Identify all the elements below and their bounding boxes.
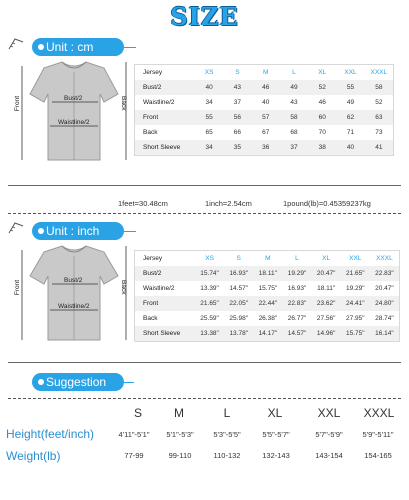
pill-dot <box>38 379 44 385</box>
table-header-cell: M <box>265 255 271 262</box>
table-cell: 52 <box>375 99 383 106</box>
table-row <box>135 80 393 95</box>
front-label: Front <box>14 280 21 296</box>
table-cell: Front <box>143 300 159 307</box>
table-cell: Back <box>143 129 158 136</box>
section-divider <box>8 362 401 363</box>
table-cell: 14.96" <box>316 330 336 337</box>
height-value: 5'5"-5'7" <box>262 430 290 439</box>
table-cell: 71 <box>346 129 355 136</box>
table-header-cell: L <box>295 255 299 262</box>
table-cell: 40 <box>262 99 270 106</box>
table-cell: 22.44" <box>258 300 278 307</box>
table-cell: 49 <box>346 99 355 106</box>
table-row <box>135 110 393 125</box>
suggestion-pill <box>32 373 124 391</box>
page-title: SIZE <box>170 2 239 31</box>
ruler-icon <box>8 222 24 234</box>
pill-tail <box>124 231 136 232</box>
table-cell: 43 <box>290 99 298 106</box>
table-row <box>135 296 399 311</box>
table-cell: 41 <box>375 144 383 151</box>
table-row <box>135 140 393 155</box>
table-cell: 62 <box>346 114 355 121</box>
table-cell: 55 <box>205 114 213 121</box>
weight-value: 99-110 <box>168 451 192 460</box>
waist-label: Waistline/2 <box>58 119 90 126</box>
table-header-cell: XL <box>322 255 331 262</box>
table-cell: 21.65" <box>345 270 365 277</box>
table-row <box>135 95 393 110</box>
table-cell: 20.47" <box>375 285 394 292</box>
pill-tail <box>124 47 136 48</box>
jersey-shirt-icon <box>14 58 134 168</box>
size-header: XL <box>267 406 283 420</box>
size-header: L <box>223 406 231 420</box>
table-cell: 46 <box>318 99 326 106</box>
weight-value: 77-99 <box>124 451 144 460</box>
table-cell: 19.29" <box>345 285 365 292</box>
table-cell: 16.93" <box>287 285 307 292</box>
table-cell: 38 <box>318 144 326 151</box>
table-cell: 57 <box>262 114 270 121</box>
unit-inch-label: Unit : inch <box>46 224 100 238</box>
table-cell: 46 <box>262 84 270 91</box>
table-cell: 65 <box>205 129 213 136</box>
jersey-shirt-icon <box>14 244 134 348</box>
size-table-cm <box>134 64 394 156</box>
size-header: S <box>133 406 142 420</box>
front-label: Front <box>14 96 21 112</box>
table-cell: 58 <box>375 84 383 91</box>
table-cell: 15.75" <box>345 330 365 337</box>
height-value: 4'11"-5'1" <box>118 430 150 439</box>
back-label: Back <box>120 280 127 295</box>
table-cell: 25.98" <box>229 315 248 322</box>
table-cell: 22.83" <box>287 300 307 307</box>
table-cell: 20.47" <box>316 270 336 277</box>
table-cell: Short Sleeve <box>143 144 181 151</box>
table-cell: 34 <box>205 144 213 151</box>
jersey-diagram-cm <box>14 58 134 168</box>
table-row <box>135 266 399 281</box>
table-cell: 26.77" <box>287 315 307 322</box>
table-cell: 43 <box>233 84 242 91</box>
unit-cm-pill <box>32 38 124 56</box>
table-cell: 27.56" <box>316 315 336 322</box>
table-cell: 60 <box>318 114 326 121</box>
suggestion-label: Suggestion <box>46 375 107 389</box>
table-cell: Waistline/2 <box>143 285 175 292</box>
section-divider <box>8 185 401 186</box>
conversion-pound: 1pound(lb)=0.45359237kg <box>283 199 371 208</box>
weight-label: Weight(lb) <box>6 449 61 463</box>
table-cell: 40 <box>346 144 355 151</box>
pill-dot <box>38 44 44 50</box>
table-cell: 13.39" <box>200 285 219 292</box>
table-header-cell: Jersey <box>143 69 163 76</box>
table-header-cell: XXL <box>344 69 357 76</box>
table-cell: 63 <box>375 114 383 121</box>
table-cell: 24.80" <box>375 300 394 307</box>
table-row <box>135 311 399 326</box>
table-cell: 24.41" <box>345 300 365 307</box>
table-row <box>135 326 399 341</box>
table-cell: 37 <box>290 144 298 151</box>
table-cell: 14.17" <box>258 330 278 337</box>
table-cell: 55 <box>346 84 355 91</box>
size-table-inch <box>134 250 400 342</box>
table-cell: Waistline/2 <box>143 99 175 106</box>
table-cell: 21.65" <box>200 300 219 307</box>
bust-label: Bust/2 <box>64 95 83 102</box>
unit-cm-label: Unit : cm <box>46 40 94 54</box>
table-cell: Bust/2 <box>143 84 162 91</box>
weight-value: 110-132 <box>213 451 241 460</box>
waist-label: Waistline/2 <box>58 303 90 310</box>
table-cell: 58 <box>290 114 298 121</box>
table-cell: 16.93" <box>229 270 248 277</box>
jersey-diagram-inch <box>14 244 134 348</box>
table-header-cell: XS <box>205 255 214 262</box>
table-cell: Front <box>143 114 159 121</box>
height-value: 5'3"-5'5" <box>213 430 241 439</box>
size-header: XXL <box>317 406 341 420</box>
table-cell: 73 <box>375 129 383 136</box>
table-cell: 13.38" <box>200 330 219 337</box>
size-header: M <box>174 406 184 420</box>
table-cell: 28.74" <box>375 315 394 322</box>
conversion-inch: 1inch=2.54cm <box>205 199 252 208</box>
table-header-cell: XS <box>204 69 214 76</box>
bust-label: Bust/2 <box>64 277 83 284</box>
height-label: Height(feet/inch) <box>6 427 95 441</box>
unit-inch-pill <box>32 222 124 240</box>
weight-value: 143-154 <box>315 451 343 460</box>
table-cell: 14.57" <box>287 330 307 337</box>
table-cell: 56 <box>233 114 242 121</box>
size-header: XXXL <box>363 406 395 420</box>
table-header-cell: S <box>236 255 241 262</box>
table-header-cell: M <box>262 69 269 76</box>
table-row <box>135 281 399 296</box>
table-cell: 68 <box>290 129 298 136</box>
height-value: 5'1"-5'3" <box>166 430 194 439</box>
table-cell: 18.11" <box>258 270 277 277</box>
table-cell: 13.78" <box>229 330 248 337</box>
table-cell: 18.11" <box>317 285 336 292</box>
table-cell: 19.29" <box>287 270 307 277</box>
table-cell: 52 <box>318 84 326 91</box>
table-header-cell: S <box>235 69 240 76</box>
conversion-feet: 1feet=30.48cm <box>118 199 168 208</box>
table-cell: 27.95" <box>345 315 365 322</box>
table-cell: 49 <box>290 84 298 91</box>
table-header-row <box>135 65 393 80</box>
table-header-row <box>135 251 399 266</box>
table-cell: 14.57" <box>229 285 248 292</box>
table-cell: 15.75" <box>258 285 278 292</box>
table-cell: 23.62" <box>316 300 336 307</box>
table-cell: 34 <box>205 99 213 106</box>
table-header-cell: Jersey <box>143 255 163 262</box>
table-cell: 40 <box>205 84 213 91</box>
dashed-divider <box>8 398 401 399</box>
table-cell: 16.14" <box>375 330 394 337</box>
pill-dot <box>38 228 44 234</box>
table-header-cell: XXL <box>349 255 362 262</box>
height-value: 5'7"-5'9" <box>315 430 343 439</box>
table-header-cell: XL <box>318 69 327 76</box>
table-cell: Short Sleeve <box>143 330 181 337</box>
table-cell: 22.83" <box>375 270 394 277</box>
ruler-icon <box>8 38 24 50</box>
table-cell: 26.38" <box>258 315 278 322</box>
weight-value: 132-143 <box>262 451 290 460</box>
table-cell: 37 <box>233 99 242 106</box>
table-header-cell: L <box>292 69 296 76</box>
height-value: 5'9"-5'11" <box>362 430 394 439</box>
table-row <box>135 125 393 140</box>
back-label: Back <box>120 96 127 111</box>
table-header-cell: XXXL <box>376 255 393 262</box>
table-cell: 70 <box>318 129 326 136</box>
table-header-cell: XXXL <box>370 69 388 76</box>
table-cell: 36 <box>262 144 270 151</box>
table-cell: 25.59" <box>200 315 219 322</box>
table-cell: 67 <box>262 129 270 136</box>
dashed-divider <box>8 213 401 214</box>
weight-value: 154-165 <box>364 451 392 460</box>
table-cell: 15.74" <box>200 270 219 277</box>
table-cell: 22.05" <box>229 300 248 307</box>
table-cell: Bust/2 <box>143 270 162 277</box>
table-cell: Back <box>143 315 158 322</box>
pill-tail <box>124 382 134 383</box>
table-cell: 35 <box>233 144 242 151</box>
table-cell: 66 <box>233 129 242 136</box>
